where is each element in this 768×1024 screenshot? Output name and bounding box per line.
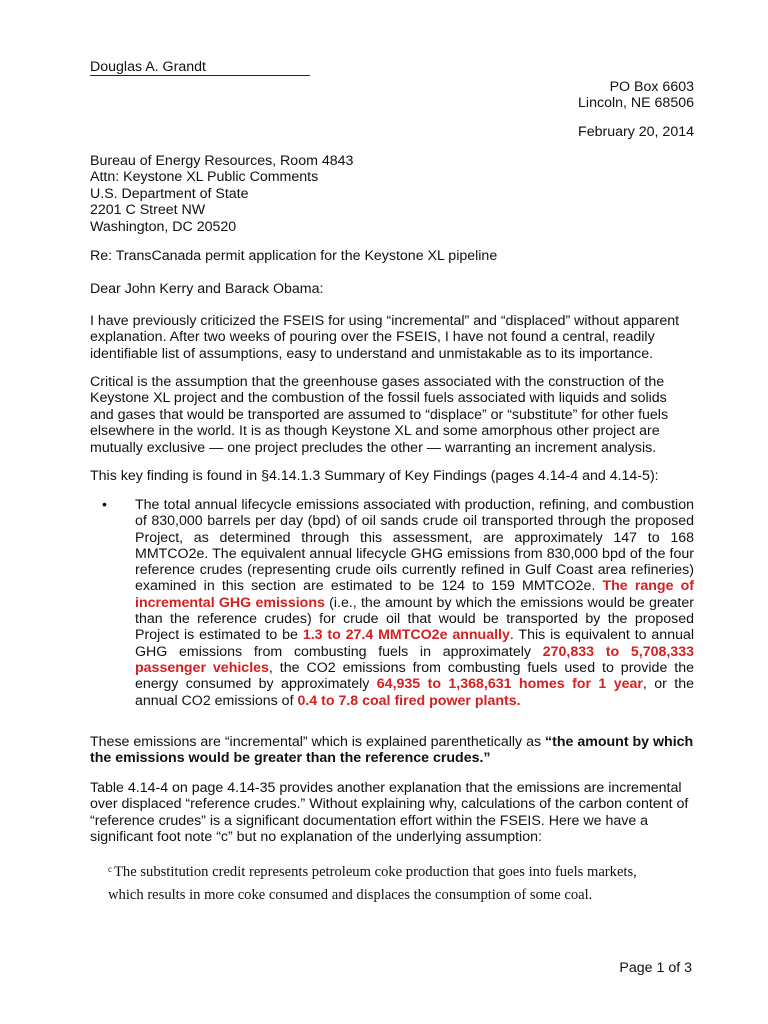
sender-name: Douglas A. Grandt bbox=[90, 59, 310, 76]
highlight-passenger-vehicles: 270,833 to 5,708,333 passenger vehicles bbox=[135, 643, 694, 676]
bullet-text-segment: The total annual lifecycle emissions associated with production, refining, and combustion of 830,000 barrels per day (bpd) of oil sands crude oil transported through the proposed Project, as determined through this assessment, are approximately 147 to 168 MMTCO2e. The equivalent annual lifecycle GHG emissions from 830,000 bpd of the four reference crudes (representing crude oils currently refined in Gulf Coast area refineries) examined in this section are estimated to be 124 to 159 MMTCO2e. bbox=[135, 497, 694, 595]
letter-date: February 20, 2014 bbox=[578, 124, 694, 140]
footnote-marker: c bbox=[108, 864, 112, 874]
bullet-text-segment: . This is equivalent to annual GHG emissions from combusting fuels in approximately bbox=[135, 627, 695, 660]
key-finding-text bbox=[135, 497, 694, 709]
paragraph-4-bold-quote: “the amount by which the emissions would be greater than the reference crudes.” bbox=[90, 734, 694, 767]
paragraph-1: I have previously criticized the FSEIS for using “incremental” and “displaced” without apparent explanation. After two weeks of pouring over the FSEIS, I have not found a central, readily identifiable list of assumptions, easy to understand and unmistakable as to its importance. bbox=[90, 313, 680, 362]
sender-po-box: PO Box 6603 bbox=[609, 79, 694, 95]
paragraph-2: Critical is the assumption that the greenhouse gases associated with the construction of the Keystone XL project and the combustion of the fossil fuels associated with liquids and solids and gases that would be transported are assumed to “displace” or “substitute” for other fuels elsewhere in the world. It is as though Keystone XL and some amorphous other project are mutually exclusive — one project precludes the other — warranting an increment analysis. bbox=[90, 374, 669, 456]
highlight-homes: 64,935 to 1,368,631 homes for 1 year bbox=[376, 676, 643, 693]
highlight-power-plants: 0.4 to 7.8 coal fired power plants. bbox=[297, 692, 521, 709]
paragraph-5: Table 4.14-4 on page 4.14-35 provides another explanation that the emissions are incremental over displaced “reference crudes.” Without explaining why, calculations of the carbon content of “reference crudes” is a significant documentation effort within the FSEIS. Here we have a significant foot note “c” but no explanation of the underlying assumption: bbox=[90, 780, 689, 846]
bullet-marker: • bbox=[102, 497, 107, 513]
recipient-line: 2201 C Street NW bbox=[90, 202, 206, 219]
recipient-line: Attn: Keystone XL Public Comments bbox=[90, 169, 319, 186]
bullet-text-segment: (i.e., the amount by which the emissions would be greater than the reference crudes) for crude oil that would be transported by the proposed Project is estimated to be bbox=[135, 594, 694, 644]
recipient-address bbox=[90, 153, 353, 235]
recipient-line: U.S. Department of State bbox=[90, 185, 249, 202]
recipient-line: Bureau of Energy Resources, Room 4843 bbox=[90, 153, 354, 169]
subject-line: Re: TransCanada permit application for the Keystone XL pipeline bbox=[90, 248, 498, 264]
highlight-incremental-range: The range of incremental GHG emissions bbox=[135, 578, 694, 611]
highlight-annual-emissions: 1.3 to 27.4 MMTCO2e annually bbox=[302, 627, 510, 644]
paragraph-4-text: These emissions are “incremental” which is explained parenthetically as bbox=[90, 734, 545, 750]
bullet-text-segment: , or the annual CO2 emissions of bbox=[135, 676, 694, 709]
paragraph-3: This key finding is found in §4.14.1.3 Summary of Key Findings (pages 4.14-4 and 4.14-5): bbox=[90, 468, 659, 484]
footnote-c bbox=[108, 858, 668, 907]
sender-city: Lincoln, NE 68506 bbox=[578, 95, 694, 111]
salutation: Dear John Kerry and Barack Obama: bbox=[90, 281, 324, 297]
paragraph-4 bbox=[90, 734, 694, 767]
recipient-line: Washington, DC 20520 bbox=[90, 218, 237, 235]
page-number: Page 1 of 3 bbox=[619, 960, 692, 976]
bullet-text-segment: , the CO2 emissions from combusting fuels used to provide the energy consumed by approximately bbox=[135, 659, 694, 693]
footnote-text: The substitution credit represents petroleum coke production that goes into fuels markets, which results in more coke consumed and displaces the consumption of some coal. bbox=[108, 864, 637, 903]
